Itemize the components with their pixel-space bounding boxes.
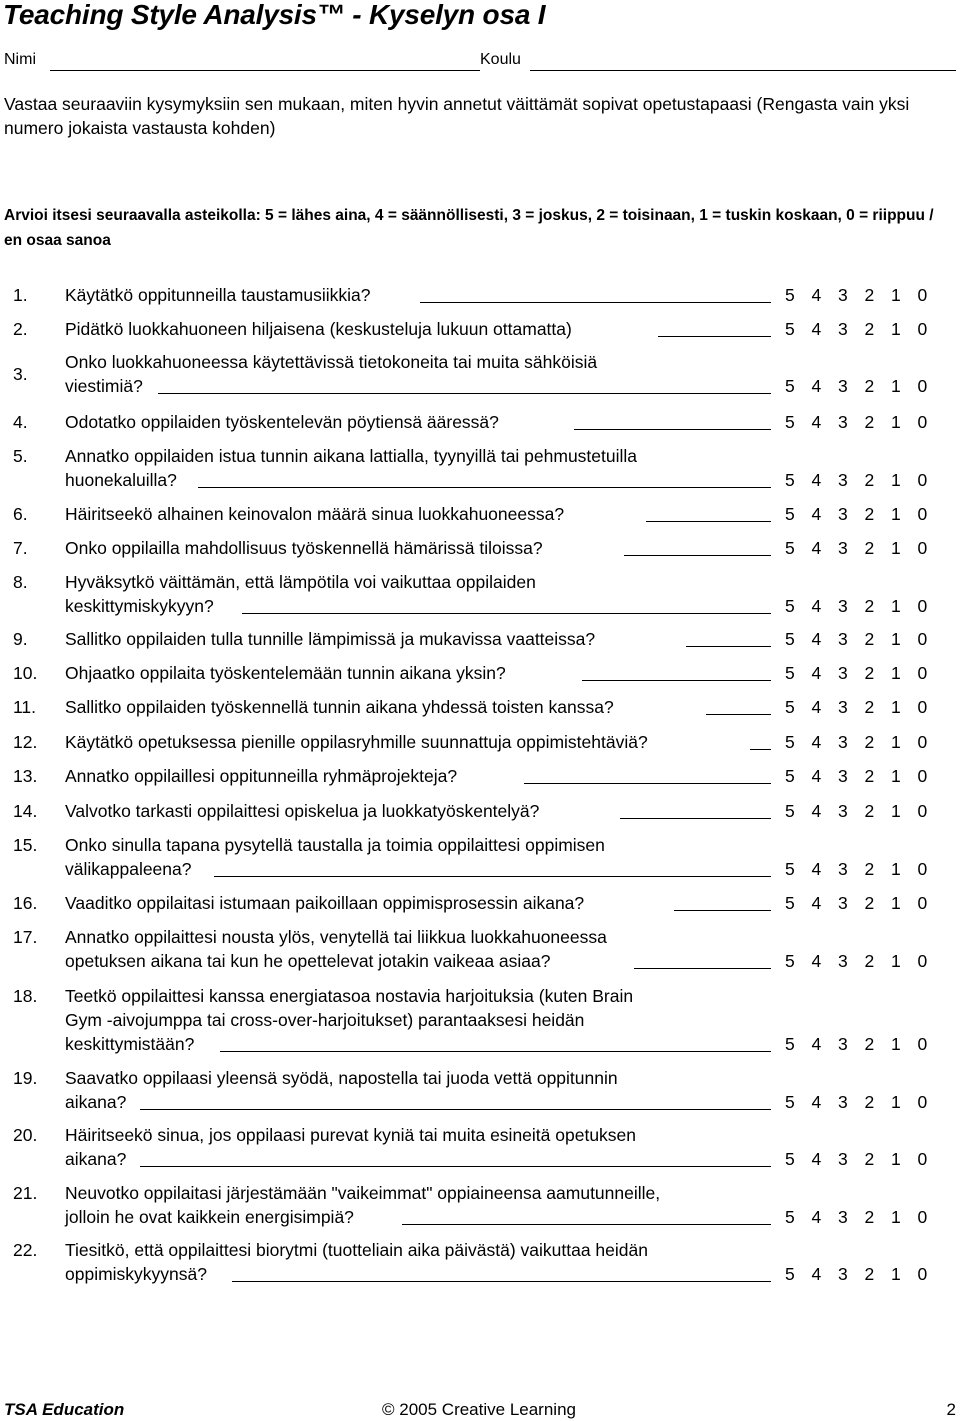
question-row <box>0 444 960 492</box>
rating-option[interactable]: 2 <box>864 1264 875 1284</box>
rating-option[interactable]: 2 <box>864 1207 875 1227</box>
rating-option[interactable]: 4 <box>811 470 822 490</box>
rating-scale <box>785 695 945 719</box>
rating-option[interactable]: 2 <box>864 1092 875 1112</box>
question-number: 13. <box>13 766 38 786</box>
rating-option[interactable]: 5 <box>785 732 795 752</box>
question-number: 9. <box>13 629 28 649</box>
rating-option[interactable]: 0 <box>917 859 928 879</box>
question-text-line: Käytätkö oppitunneilla taustamusiikkia? <box>65 285 371 305</box>
school-field[interactable] <box>530 70 956 71</box>
question-text-line: opetuksen aikana tai kun he opettelevat jotakin vaikeaa asiaa? <box>65 951 551 971</box>
rating-option[interactable]: 1 <box>891 596 901 616</box>
question-number: 2. <box>13 319 28 339</box>
question-text-line: Annatko oppilaiden istua tunnin aikana lattialla, tyynyillä tai pehmustetuilla <box>65 446 638 466</box>
rating-option[interactable]: 3 <box>838 376 848 396</box>
question-text <box>65 764 765 788</box>
question-text-line: Hyväksytkö väittämän, että lämpötila voi vaikuttaa oppilaiden <box>65 572 536 592</box>
rating-option[interactable]: 5 <box>785 951 795 971</box>
rating-option[interactable]: 3 <box>838 859 848 879</box>
rating-scale <box>785 1090 945 1114</box>
rating-option[interactable]: 1 <box>891 1092 901 1112</box>
question-row <box>0 984 960 1056</box>
instructions: Vastaa seuraaviin kysymyksiin sen mukaan, miten hyvin annetut väittämät sopivat opetustapaasi (Rengasta vain yksi numero jokaista vastausta kohden) <box>4 94 910 138</box>
rating-option[interactable]: 0 <box>917 766 928 786</box>
question-text-line: Tiesitkö, että oppilaittesi biorytmi (tuotteliain aika päivästä) vaikuttaa heidän <box>65 1240 648 1260</box>
rating-option[interactable]: 1 <box>891 504 901 524</box>
rating-option[interactable]: 4 <box>811 629 822 649</box>
rating-scale <box>785 317 945 341</box>
rating-option[interactable]: 5 <box>785 285 795 305</box>
rating-option[interactable]: 0 <box>917 629 928 649</box>
question-row <box>0 1123 960 1171</box>
rating-scale <box>785 1205 945 1229</box>
rating-option[interactable]: 4 <box>811 376 822 396</box>
answer-line <box>242 613 771 614</box>
rating-scale <box>785 536 945 560</box>
rating-option[interactable]: 3 <box>838 732 848 752</box>
rating-option[interactable]: 4 <box>811 859 822 879</box>
rating-option[interactable]: 3 <box>838 412 848 432</box>
question-row <box>0 925 960 973</box>
question-number: 17. <box>13 927 38 947</box>
rating-option[interactable]: 2 <box>864 285 875 305</box>
rating-option[interactable]: 4 <box>811 766 822 786</box>
question-text-line: Saavatko oppilaasi yleensä syödä, napostella tai juoda vettä oppitunnin <box>65 1068 618 1088</box>
rating-option[interactable]: 0 <box>917 376 928 396</box>
rating-option[interactable]: 1 <box>891 1149 901 1169</box>
answer-line <box>658 336 771 337</box>
rating-option[interactable]: 3 <box>838 801 848 821</box>
rating-option[interactable]: 2 <box>864 319 875 339</box>
question-row <box>0 350 960 398</box>
question-text <box>65 891 765 915</box>
answer-line <box>524 783 771 784</box>
answer-line <box>574 429 771 430</box>
question-text <box>65 661 765 685</box>
rating-option[interactable]: 4 <box>811 319 822 339</box>
rating-option[interactable]: 3 <box>838 766 848 786</box>
rating-option[interactable]: 1 <box>891 629 901 649</box>
question-text-line: keskittymistään? <box>65 1034 195 1054</box>
question-text <box>65 984 765 1056</box>
question-number: 15. <box>13 835 38 855</box>
answer-line <box>140 1166 771 1167</box>
rating-option[interactable]: 4 <box>811 504 822 524</box>
rating-option[interactable]: 4 <box>811 1034 822 1054</box>
question-text <box>65 410 765 434</box>
question-number: 8. <box>13 572 28 592</box>
rating-option[interactable]: 4 <box>811 732 822 752</box>
rating-option[interactable]: 5 <box>785 376 795 396</box>
question-number: 12. <box>13 732 38 752</box>
name-field[interactable] <box>50 70 480 71</box>
rating-scale <box>785 949 945 973</box>
answer-line <box>706 714 771 715</box>
question-number: 11. <box>13 697 37 717</box>
question-row <box>0 283 960 307</box>
rating-option[interactable]: 4 <box>811 412 822 432</box>
rating-scale <box>785 891 945 915</box>
question-number: 3. <box>13 364 28 384</box>
question-number: 1. <box>13 285 28 305</box>
rating-option[interactable]: 5 <box>785 596 795 616</box>
rating-option[interactable]: 3 <box>838 538 848 558</box>
question-text-line: Häiritseekö alhainen keinovalon määrä sinua luokkahuoneessa? <box>65 504 565 524</box>
question-text-line: Odotatko oppilaiden työskentelevän pöytiensä ääressä? <box>65 412 499 432</box>
rating-option[interactable]: 4 <box>811 596 822 616</box>
answer-line <box>232 1281 771 1282</box>
rating-option[interactable]: 3 <box>838 1207 848 1227</box>
question-number: 14. <box>13 801 38 821</box>
answer-line <box>158 393 771 394</box>
rating-option[interactable]: 1 <box>891 470 901 490</box>
rating-option[interactable]: 0 <box>917 893 928 913</box>
question-text-line: Annatko oppilaittesi nousta ylös, venytellä tai liikkua luokkahuoneessa <box>65 927 607 947</box>
question-text <box>65 536 765 560</box>
question-number: 16. <box>13 893 38 913</box>
rating-option[interactable]: 1 <box>891 319 901 339</box>
question-text <box>65 1066 765 1114</box>
rating-option[interactable]: 4 <box>811 801 822 821</box>
rating-option[interactable]: 0 <box>917 596 928 616</box>
school-label: Koulu <box>480 51 521 68</box>
question-number: 7. <box>13 538 28 558</box>
rating-option[interactable]: 4 <box>811 893 822 913</box>
answer-line <box>674 910 771 911</box>
rating-option[interactable]: 0 <box>917 1264 928 1284</box>
question-row <box>0 536 960 560</box>
rating-scale <box>785 764 945 788</box>
rating-option[interactable]: 2 <box>864 732 875 752</box>
question-row <box>0 1181 960 1229</box>
question-text-line: Annatko oppilaillesi oppitunneilla ryhmäprojekteja? <box>65 766 458 786</box>
question-text-line: Vaaditko oppilaitasi istumaan paikoillaan oppimisprosessin aikana? <box>65 893 585 913</box>
question-text-line: viestimiä? <box>65 376 143 396</box>
rating-option[interactable]: 3 <box>838 596 848 616</box>
page-footer <box>4 1399 956 1421</box>
question-text <box>65 317 765 341</box>
answer-line <box>140 1109 771 1110</box>
rating-option[interactable]: 5 <box>785 801 795 821</box>
page-number: 2 <box>946 1400 956 1419</box>
rating-option[interactable]: 5 <box>785 1092 795 1112</box>
rating-option[interactable]: 1 <box>891 1034 901 1054</box>
answer-line <box>750 749 771 750</box>
rating-option[interactable]: 5 <box>785 504 795 524</box>
rating-option[interactable]: 5 <box>785 859 795 879</box>
rating-option[interactable]: 1 <box>891 732 901 752</box>
question-text-line: huonekaluilla? <box>65 470 177 490</box>
rating-option[interactable]: 4 <box>811 951 822 971</box>
question-row <box>0 1238 960 1286</box>
question-text <box>65 730 765 754</box>
question-text-line: jolloin he ovat kaikkein energisimpiä? <box>65 1207 354 1227</box>
rating-option[interactable]: 3 <box>838 285 848 305</box>
question-row <box>0 661 960 685</box>
rating-option[interactable]: 5 <box>785 319 795 339</box>
question-text <box>65 1181 765 1229</box>
question-text-line: välikappaleena? <box>65 859 192 879</box>
rating-option[interactable]: 0 <box>917 538 928 558</box>
question-text-line: Käytätkö opetuksessa pienille oppilasryhmille suunnattuja oppimistehtäviä? <box>65 732 648 752</box>
rating-option[interactable]: 3 <box>838 951 848 971</box>
rating-option[interactable]: 2 <box>864 376 875 396</box>
footer-publisher: TSA Education <box>4 1400 125 1419</box>
question-row <box>0 764 960 788</box>
rating-option[interactable]: 3 <box>838 1092 848 1112</box>
rating-option[interactable]: 0 <box>917 663 928 683</box>
rating-option[interactable]: 4 <box>811 1149 822 1169</box>
rating-option[interactable]: 4 <box>811 1207 822 1227</box>
question-text-line: Onko sinulla tapana pysytellä taustalla ja toimia oppilaittesi oppimisen <box>65 835 605 855</box>
rating-option[interactable]: 2 <box>864 1034 875 1054</box>
rating-option[interactable]: 2 <box>864 766 875 786</box>
question-text <box>65 283 765 307</box>
rating-option[interactable]: 2 <box>864 412 875 432</box>
question-text-line: Sallitko oppilaiden työskennellä tunnin aikana yhdessä toisten kanssa? <box>65 697 614 717</box>
question-text <box>65 925 765 973</box>
rating-scale <box>785 374 945 398</box>
question-text <box>65 799 765 823</box>
rating-option[interactable]: 5 <box>785 412 795 432</box>
rating-option[interactable]: 3 <box>838 470 848 490</box>
rating-option[interactable]: 5 <box>785 697 795 717</box>
answer-line <box>620 818 771 819</box>
rating-option[interactable]: 0 <box>917 1149 928 1169</box>
question-number: 6. <box>13 504 28 524</box>
rating-option[interactable]: 5 <box>785 766 795 786</box>
rating-option[interactable]: 0 <box>917 319 928 339</box>
rating-option[interactable]: 5 <box>785 470 795 490</box>
rating-option[interactable]: 4 <box>811 697 822 717</box>
rating-scale <box>785 468 945 492</box>
rating-option[interactable]: 0 <box>917 1034 928 1054</box>
name-label: Nimi <box>4 51 36 68</box>
rating-option[interactable]: 1 <box>891 376 901 396</box>
rating-option[interactable]: 2 <box>864 504 875 524</box>
question-text <box>65 570 765 618</box>
rating-option[interactable]: 2 <box>864 663 875 683</box>
name-school-row <box>4 51 956 75</box>
question-text-line: oppimiskykyynsä? <box>65 1264 207 1284</box>
rating-option[interactable]: 0 <box>917 801 928 821</box>
answer-line <box>686 646 771 647</box>
rating-option[interactable]: 1 <box>891 801 901 821</box>
rating-option[interactable]: 4 <box>811 1264 822 1284</box>
question-text-line: Pidätkö luokkahuoneen hiljaisena (keskusteluja lukuun ottamatta) <box>65 319 572 339</box>
question-text <box>65 350 765 398</box>
rating-option[interactable]: 0 <box>917 504 928 524</box>
question-text-line: Onko luokkahuoneessa käytettävissä tietokoneita tai muita sähköisiä <box>65 352 598 372</box>
rating-option[interactable]: 0 <box>917 412 928 432</box>
rating-option[interactable]: 4 <box>811 663 822 683</box>
rating-option[interactable]: 3 <box>838 697 848 717</box>
question-text-line: Valvotko tarkasti oppilaittesi opiskelua ja luokkatyöskentelyä? <box>65 801 540 821</box>
rating-option[interactable]: 5 <box>785 1207 795 1227</box>
question-text-line: Onko oppilailla mahdollisuus työskennellä hämärissä tiloissa? <box>65 538 543 558</box>
rating-option[interactable]: 3 <box>838 319 848 339</box>
rating-option[interactable]: 3 <box>838 504 848 524</box>
question-text-line: Häiritseekö sinua, jos oppilaasi purevat kyniä tai muita esineitä opetuksen <box>65 1125 637 1145</box>
rating-option[interactable]: 3 <box>838 1264 848 1284</box>
rating-option[interactable]: 5 <box>785 629 795 649</box>
answer-line <box>634 968 771 969</box>
rating-option[interactable]: 2 <box>864 697 875 717</box>
rating-option[interactable]: 2 <box>864 801 875 821</box>
rating-option[interactable]: 2 <box>864 859 875 879</box>
rating-scale <box>785 730 945 754</box>
rating-option[interactable]: 4 <box>811 285 822 305</box>
rating-scale <box>785 1147 945 1171</box>
rating-option[interactable]: 4 <box>811 1092 822 1112</box>
rating-option[interactable]: 3 <box>838 629 848 649</box>
rating-option[interactable]: 0 <box>917 732 928 752</box>
question-number: 22. <box>13 1240 38 1260</box>
question-number: 4. <box>13 412 28 432</box>
question-row <box>0 570 960 618</box>
question-row <box>0 502 960 526</box>
rating-scale <box>785 1032 945 1056</box>
question-number: 19. <box>13 1068 38 1088</box>
question-text-line: Gym -aivojumppa tai cross-over-harjoitukset) parantaaksesi heidän <box>65 1010 585 1030</box>
question-number: 20. <box>13 1125 38 1145</box>
rating-scale <box>785 1262 945 1286</box>
rating-option[interactable]: 5 <box>785 1149 795 1169</box>
rating-option[interactable]: 3 <box>838 1034 848 1054</box>
question-text-line: keskittymiskykyyn? <box>65 596 214 616</box>
rating-scale <box>785 857 945 881</box>
question-number: 21. <box>13 1183 38 1203</box>
question-text-line: Neuvotko oppilaitasi järjestämään "vaikeimmat" oppiaineensa aamutunneille, <box>65 1183 661 1203</box>
rating-option[interactable]: 0 <box>917 1092 928 1112</box>
question-number: 5. <box>13 446 28 466</box>
rating-option[interactable]: 1 <box>891 1207 901 1227</box>
question-row <box>0 833 960 881</box>
question-text <box>65 627 765 651</box>
question-row <box>0 695 960 719</box>
rating-scale <box>785 627 945 651</box>
rating-option[interactable]: 5 <box>785 893 795 913</box>
question-row <box>0 1066 960 1114</box>
question-text <box>65 502 765 526</box>
rating-option[interactable]: 2 <box>864 470 875 490</box>
page-title: Teaching Style Analysis™ - Kyselyn osa I <box>3 0 546 30</box>
rating-option[interactable]: 2 <box>864 951 875 971</box>
rating-scale <box>785 283 945 307</box>
rating-scale <box>785 502 945 526</box>
rating-option[interactable]: 2 <box>864 1149 875 1169</box>
answer-line <box>624 555 771 556</box>
rating-option[interactable]: 1 <box>891 538 901 558</box>
rating-scale <box>785 594 945 618</box>
rating-option[interactable]: 1 <box>891 1264 901 1284</box>
question-text <box>65 695 765 719</box>
question-text <box>65 444 765 492</box>
question-row <box>0 799 960 823</box>
rating-option[interactable]: 3 <box>838 1149 848 1169</box>
rating-option[interactable]: 4 <box>811 538 822 558</box>
scale-description: Arvioi itsesi seuraavalla asteikolla: 5 = lähes aina, 4 = säännöllisesti, 3 = joskus, 2 = toisinaan, 1 = tuskin koskaan, 0 = riippuu / en osaa sanoa <box>4 207 934 249</box>
rating-option[interactable]: 2 <box>864 596 875 616</box>
question-row <box>0 891 960 915</box>
rating-option[interactable]: 1 <box>891 663 901 683</box>
question-row <box>0 627 960 651</box>
question-text-line: aikana? <box>65 1149 127 1169</box>
answer-line <box>402 1224 771 1225</box>
rating-option[interactable]: 1 <box>891 951 901 971</box>
rating-option[interactable]: 3 <box>838 663 848 683</box>
question-text-line: aikana? <box>65 1092 127 1112</box>
answer-line <box>214 876 771 877</box>
answer-line <box>582 680 771 681</box>
footer-copyright: © 2005 Creative Learning <box>382 1400 576 1419</box>
rating-option[interactable]: 2 <box>864 893 875 913</box>
question-text <box>65 833 765 881</box>
answer-line <box>220 1051 771 1052</box>
question-text <box>65 1238 765 1286</box>
question-row <box>0 730 960 754</box>
rating-option[interactable]: 5 <box>785 538 795 558</box>
question-row <box>0 317 960 341</box>
rating-option[interactable]: 5 <box>785 1264 795 1284</box>
rating-scale <box>785 799 945 823</box>
answer-line <box>420 302 771 303</box>
rating-option[interactable]: 0 <box>917 697 928 717</box>
rating-option[interactable]: 1 <box>891 285 901 305</box>
rating-option[interactable]: 1 <box>891 766 901 786</box>
rating-option[interactable]: 0 <box>917 1207 928 1227</box>
rating-option[interactable]: 2 <box>864 538 875 558</box>
rating-option[interactable]: 0 <box>917 285 928 305</box>
rating-option[interactable]: 1 <box>891 859 901 879</box>
rating-scale <box>785 410 945 434</box>
rating-option[interactable]: 5 <box>785 1034 795 1054</box>
question-text-line: Ohjaatko oppilaita työskentelemään tunnin aikana yksin? <box>65 663 506 683</box>
rating-option[interactable]: 5 <box>785 663 795 683</box>
question-row <box>0 410 960 434</box>
question-text-line: Sallitko oppilaiden tulla tunnille lämpimissä ja mukavissa vaatteissa? <box>65 629 596 649</box>
rating-option[interactable]: 1 <box>891 893 901 913</box>
rating-option[interactable]: 2 <box>864 629 875 649</box>
rating-option[interactable]: 0 <box>917 470 928 490</box>
rating-option[interactable]: 0 <box>917 951 928 971</box>
rating-option[interactable]: 1 <box>891 697 901 717</box>
question-number: 10. <box>13 663 38 683</box>
answer-line <box>646 521 771 522</box>
question-text-line: Teetkö oppilaittesi kanssa energiatasoa nostavia harjoituksia (kuten Brain <box>65 986 634 1006</box>
question-text <box>65 1123 765 1171</box>
rating-scale <box>785 661 945 685</box>
rating-option[interactable]: 3 <box>838 893 848 913</box>
question-number: 18. <box>13 986 38 1006</box>
rating-option[interactable]: 1 <box>891 412 901 432</box>
answer-line <box>198 487 771 488</box>
